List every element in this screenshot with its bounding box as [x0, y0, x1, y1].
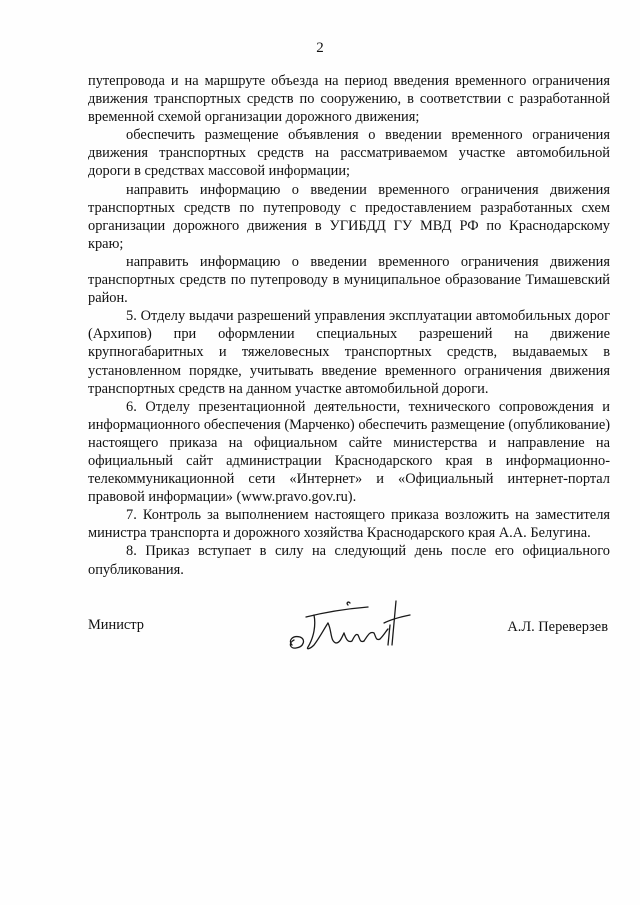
- paragraph: направить информацию о введении временного ограничения движения транспортных средств по путепроводу в муниципальное образование Тимашевский район.: [88, 253, 610, 307]
- signature-block: [88, 595, 610, 655]
- signatory-title: Министр: [88, 617, 144, 633]
- paragraph: путепровода и на маршруте объезда на период введения временного ограничения движения транспортных средств по сооружению, в соответствии с разработанной временной схемой организации дорожного движения;: [88, 73, 610, 126]
- signatory-name: А.Л. Переверзев: [507, 619, 608, 635]
- page-number: 2: [316, 40, 324, 56]
- paragraph: 8. Приказ вступает в силу на следующий день после его официального опубликования.: [88, 543, 610, 578]
- paragraph: обеспечить размещение объявления о введении временного ограничения движения транспортных средств на рассматриваемом участке автомобильной дороги в средствах массовой информации;: [88, 127, 610, 180]
- document-body: [88, 72, 610, 579]
- handwritten-signature: [284, 595, 434, 655]
- paragraph: 6. Отделу презентационной деятельности, технического сопровождения и информационного обеспечения (Марченко) обеспечить размещение (опубликование) настоящего приказа на официальном сайте министерства и направление на официальный сайт администрации Краснодарского края в информационно-телекоммуникационной сети «Интернет» и «Официальный интернет-портал правовой информации» (www.pravo.gov.ru).: [88, 398, 610, 506]
- paragraph: 5. Отделу выдачи разрешений управления эксплуатации автомобильных дорог (Архипов) при оформлении специальных разрешений на движение крупногабаритных и тяжеловесных транспортных средств, выдаваемых в установленном порядке, учитывать введение временного ограничения движения транспортных средств на данном участке автомобильной дороги.: [88, 308, 610, 397]
- paragraph: направить информацию о введении временного ограничения движения транспортных средств по путепроводу с предоставлением разработанных схем организации дорожного движения в УГИБДД ГУ МВД РФ по Краснодарскому краю;: [88, 181, 610, 252]
- paragraph: 7. Контроль за выполнением настоящего приказа возложить на заместителя министра транспорта и дорожного хозяйства Краснодарского края А.А. Белугина.: [88, 507, 610, 542]
